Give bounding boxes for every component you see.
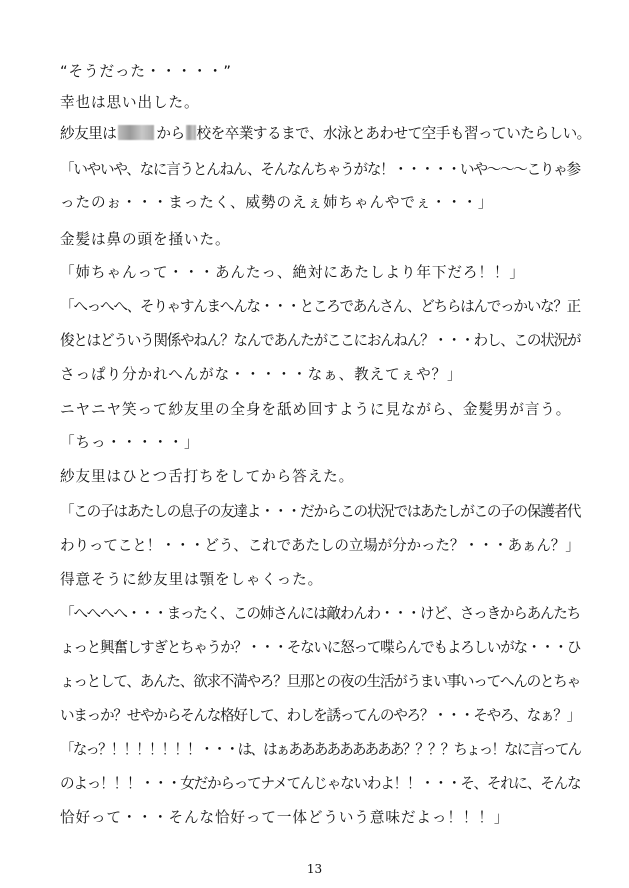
text-line: いまっか？せやからそんな格好して、わしを誘ってんのやろ？・・・そやろ、なぁ？」 [60, 707, 580, 724]
text-segment: 校を卒業するまで、水泳とあわせて空手も習っていたらしい。 [196, 125, 591, 142]
text-segment: 紗友里は [60, 125, 117, 142]
text-segment: から [156, 125, 185, 142]
text-line: ニヤニヤ笑って紗友里の全身を舐め回すように見ながら、金髪男が言う。 [60, 401, 572, 418]
redacted-block [186, 125, 196, 140]
text-line: “そうだった・・・・・” [60, 63, 232, 80]
text-line: 「なっ？！！！！！！！・・・は、はぁあああああああああ？？？？ちょっ！なに言ってん [60, 741, 581, 758]
text-line: 幸也は思い出した。 [60, 94, 200, 111]
text-line: 「ちっ・・・・・」 [60, 434, 200, 451]
text-line: 「へへへへ・・・まったく、この姉さんには敵わんわ・・・けど、さっきからあんたち [60, 605, 580, 622]
text-line: 「いやいや、なに言うとんねん、そんなんちゃうがな！・・・・・いや〜〜〜こりゃ参 [60, 161, 580, 178]
text-line: ょっとして、あんた、欲求不満やろ？旦那との夜の生活がうまい事いってへんのとちゃ [60, 673, 580, 690]
text-line: 恰好って・・・そんな恰好って一体どういう意味だよっ！！！」 [60, 809, 510, 826]
text-line: 「へっへへ、そりゃすんまへんな・・・ところであんさん、どちらはんでっかいな？正 [60, 298, 580, 315]
text-line: 「姉ちゃんって・・・あんたっ、絶対にあたしより年下だろ！！」 [60, 264, 525, 281]
text-line: のよっ！！！・・・女だからってナメてんじゃないわよ！！・・・そ、それに、そんな [60, 775, 581, 792]
text-line: 俊とはどういう関係やねん？なんであんたがここにおんねん？・・・わし、この状況が [60, 332, 581, 349]
page-number: 13 [306, 862, 323, 876]
text-line: 金髪は鼻の頭を掻いた。 [60, 231, 231, 248]
text-line: さっぱり分かれへんがな・・・・・なぁ、教えてぇや？」 [60, 366, 463, 383]
text-line: わりってこと！・・・どう、これであたしの立場が分かった？・・・あぁん？」 [60, 537, 580, 554]
text-line: ったのぉ・・・まったく、威勢のえぇ姉ちゃんやでぇ・・・」 [60, 194, 494, 211]
text-line [60, 124, 591, 144]
text-line: 紗友里はひとつ舌打ちをしてから答えた。 [60, 468, 355, 485]
redacted-block [118, 125, 154, 140]
text-line: ょっと興奮しすぎとちゃうか？・・・そないに怒って喋らんでもよろしいがな・・・ひ [60, 639, 581, 656]
text-line: 得意そうに紗友里は顎をしゃくった。 [60, 571, 324, 588]
text-line: 「この子はあたしの息子の友達よ・・・だからこの状況ではあたしがこの子の保護者代 [60, 503, 581, 520]
